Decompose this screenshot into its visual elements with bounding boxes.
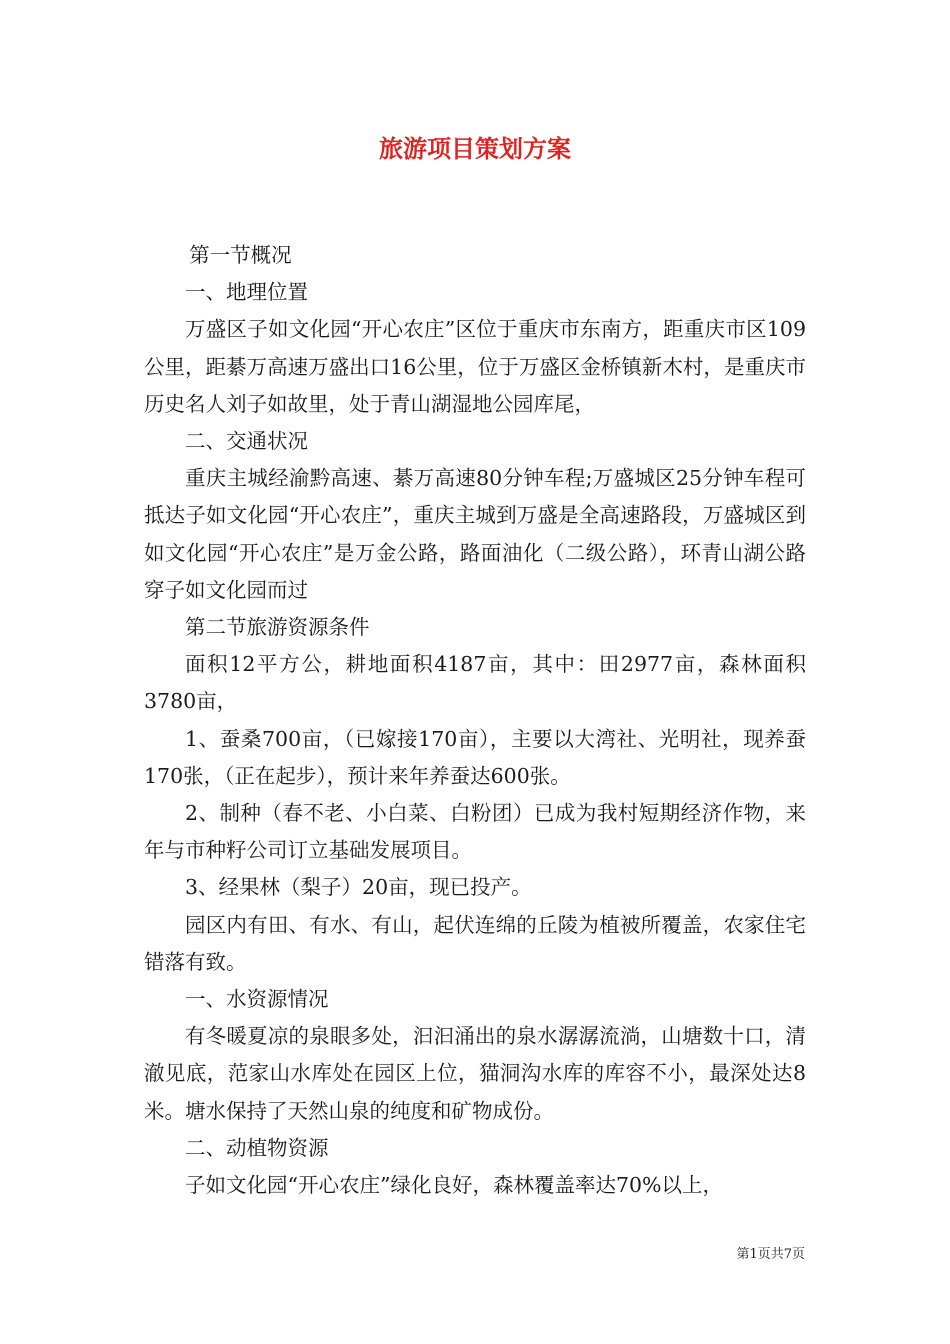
paragraph: 园区内有田、有水、有山，起伏连绵的丘陵为植被所覆盖，农家住宅错落有致。 bbox=[144, 912, 806, 974]
paragraph: 万盛区子如文化园“开心农庄”区位于重庆市东南方，距重庆市区109公里，距綦万高速万盛出口16公里，位于万盛区金桥镇新木村，是重庆市历史名人刘子如故里，处于青山湖湿地公园库尾， bbox=[144, 317, 806, 416]
section-heading: 第二节旅游资源条件 bbox=[185, 615, 370, 640]
paragraph: 面积12平方公，耕地面积4187亩，其中：田2977亩，森林面积3780亩， bbox=[144, 652, 806, 714]
paragraph: 2、制种（春不老、小白菜、白粉团）已成为我村短期经济作物，来年与市种籽公司订立基础发展项目。 bbox=[144, 801, 806, 863]
subsection-heading: 二、动植物资源 bbox=[185, 1135, 329, 1160]
subsection-heading: 二、交通状况 bbox=[185, 429, 308, 454]
paragraph: 3、经果林（梨子）20亩，现已投产。 bbox=[185, 875, 532, 900]
page-title: 旅游项目策划方案 bbox=[379, 134, 571, 163]
subsection-heading: 一、水资源情况 bbox=[185, 987, 329, 1012]
paragraph: 1、蚕桑700亩，（已嫁接170亩），主要以大湾社、光明社，现养蚕170张，（正在起步），预计来年养蚕达600张。 bbox=[144, 726, 806, 788]
page-number: 第1页共7页 bbox=[736, 1247, 805, 1262]
section-heading: 第一节概况 bbox=[189, 243, 292, 267]
subsection-heading: 一、地理位置 bbox=[185, 280, 308, 305]
document-body bbox=[144, 237, 806, 1204]
paragraph: 有冬暖夏凉的泉眼多处，汩汩涌出的泉水潺潺流淌，山塘数十口，清澈见底，范家山水库处在园区上位，猫洞沟水库的库容不小，最深处达8米。塘水保持了天然山泉的纯度和矿物成份。 bbox=[144, 1024, 806, 1123]
paragraph: 子如文化园“开心农庄”绿化良好，森林覆盖率达70%以上， bbox=[185, 1173, 724, 1198]
paragraph: 重庆主城经渝黔高速、綦万高速80分钟车程;万盛城区25分钟车程可抵达子如文化园“开心农庄”，重庆主城到万盛是全高速路段，万盛城区到如文化园“开心农庄”是万金公路，路面油化（二级公路），环青山湖公路穿子如文化园而过 bbox=[144, 466, 806, 602]
